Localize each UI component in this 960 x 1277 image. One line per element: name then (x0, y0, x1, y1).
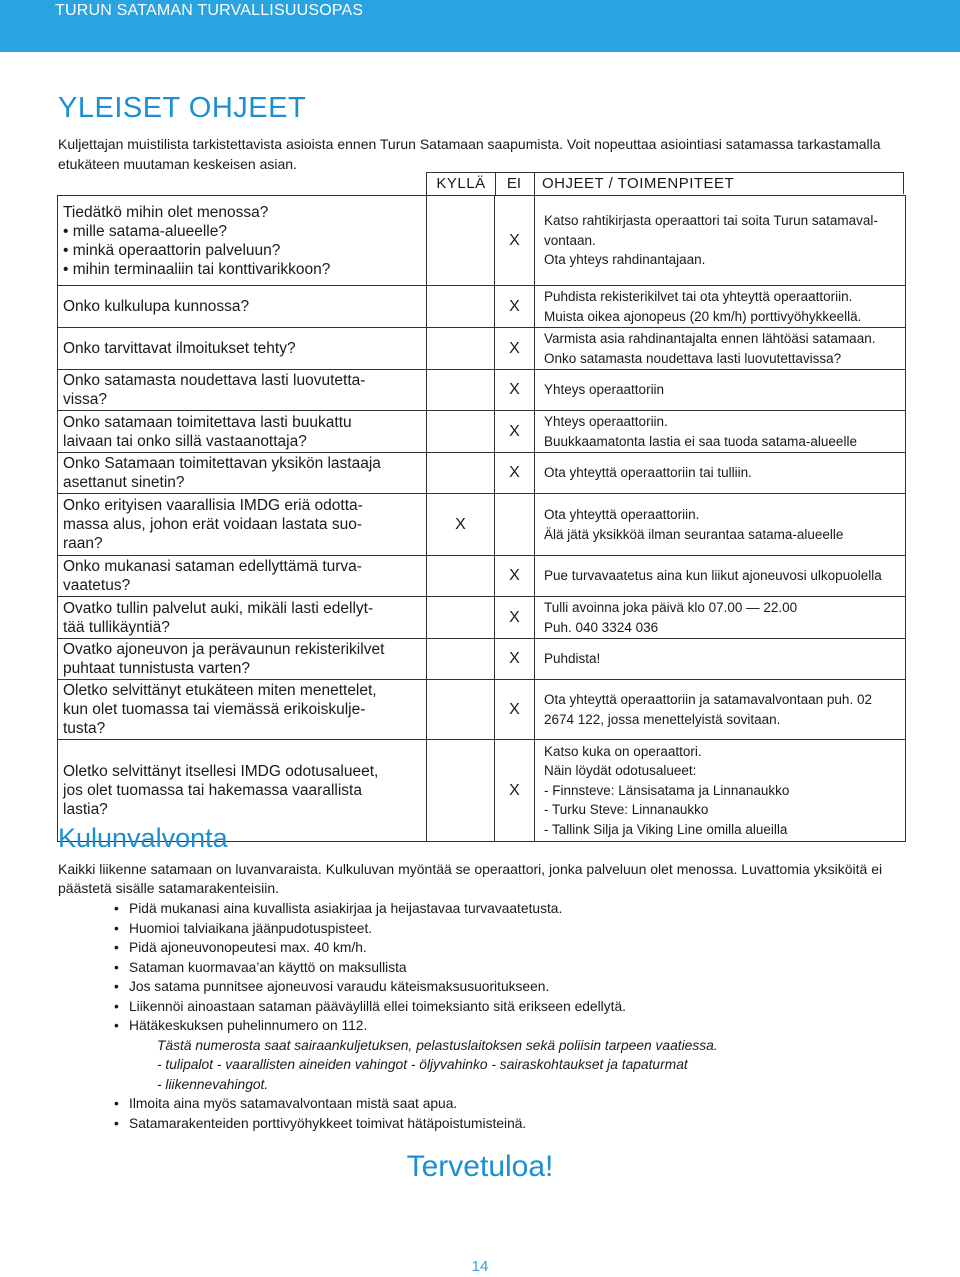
list-item: • Liikennöi ainoastaan sataman pääväylillä ellei toimeksianto sitä erikseen edellytä. (112, 997, 892, 1017)
no-mark (495, 494, 535, 556)
emergency-note-line: - tulipalot - vaarallisten aineiden vahingot - öljyvahinko - sairaskohtaukset ja tapaturmat (157, 1057, 688, 1072)
no-mark: X (495, 370, 535, 411)
question-line: • minkä operaattorin palveluun? (63, 241, 281, 259)
question-line: puhtaat tunnistusta varten? (63, 660, 250, 677)
traffic-rules (112, 899, 892, 1133)
action-line: - Tallink Silja ja Viking Line omilla alueilla (544, 821, 788, 837)
question-line: Onko kulkulupa kunnossa? (63, 298, 250, 315)
action-line: Pue turvavaatetus aina kun liikut ajoneuvosi ulkopuolella (544, 568, 882, 584)
no-mark: X (495, 328, 535, 370)
action-cell (535, 453, 906, 494)
action-line: Näin löydät odotusalueet: (544, 763, 697, 779)
action-line: Buukkaamatonta lastia ei saa tuoda satama-alueelle (544, 433, 857, 449)
list-item: • Ilmoita aina myös satamavalvontaan mistä saat apua. (112, 1094, 892, 1114)
question-line: kun olet tuomassa tai viemässä erikoiskulje- (63, 701, 366, 718)
no-mark: X (495, 411, 535, 453)
action-line: - Finnsteve: Länsisatama ja Linnanaukko (544, 782, 790, 798)
checklist (57, 172, 905, 842)
yes-mark (427, 597, 495, 639)
no-mark: X (495, 639, 535, 680)
action-line: Onko satamasta noudettava lasti luovutettavissa? (544, 350, 842, 366)
question-line: tusta? (63, 720, 106, 737)
action-cell (535, 286, 906, 328)
no-mark: X (495, 556, 535, 597)
checklist-table (57, 195, 906, 842)
table-row (58, 370, 906, 411)
question-line: lastia? (63, 801, 108, 818)
action-line: Puhdista! (544, 651, 601, 667)
action-cell (535, 597, 906, 639)
action-cell (535, 328, 906, 370)
question-cell (58, 411, 427, 453)
list-item: • Pidä ajoneuvonopeutesi max. 40 km/h. (112, 938, 892, 958)
col-yes-header: KYLLÄ (426, 172, 496, 195)
action-line: Varmista asia rahdinantajalta ennen lähtöäsi satamaan. (544, 331, 876, 346)
action-line: Tulli avoinna joka päivä klo 07.00 — 22.00 (544, 600, 798, 615)
yes-mark (427, 556, 495, 597)
action-cell (535, 370, 906, 411)
question-cell (58, 680, 427, 740)
action-line: Puh. 040 3324 036 (544, 619, 659, 635)
question-cell (58, 597, 427, 639)
table-row (58, 411, 906, 453)
yes-mark (427, 370, 495, 411)
question-cell (58, 556, 427, 597)
question-line: Onko mukanasi sataman edellyttämä turva- (63, 558, 362, 575)
action-line: Yhteys operaattoriin (544, 382, 665, 398)
table-row (58, 494, 906, 556)
question-line: Onko satamaan toimitettava lasti buukattu (63, 413, 352, 431)
action-line: Ota yhteyttä operaattoriin tai tulliin. (544, 465, 752, 481)
action-cell (535, 494, 906, 556)
list-item: • Sataman kuormavaa’an käyttö on maksullista (112, 958, 892, 978)
question-line: jos olet tuomassa tai hakemassa vaarallista (63, 782, 362, 799)
action-line: 2674 122, jossa menettelyistä sovitaan. (544, 711, 781, 727)
list-item: • Satamarakenteiden porttivyöhykkeet toimivat hätäpoistumisteinä. (112, 1114, 892, 1134)
action-line: Ota yhteys rahdinantajaan. (544, 252, 706, 268)
action-line: Katso kuka on operaattori. (544, 743, 702, 759)
question-line: laivaan tai onko sillä vastaanottaja? (63, 432, 307, 450)
traffic-title: Kulunvalvonta (58, 823, 228, 853)
page-number: 14 (471, 1258, 489, 1275)
table-row (58, 639, 906, 680)
table-row (58, 597, 906, 639)
no-mark: X (495, 196, 535, 286)
no-mark: X (495, 740, 535, 842)
action-line: Katso rahtikirjasta operaattori tai soita Turun satamaval- (544, 213, 878, 229)
question-line: vissa? (63, 391, 107, 408)
table-row (58, 453, 906, 494)
emergency-note-line: Tästä numerosta saat sairaankuljetuksen, pelastuslaitoksen sekä poliisin tarpeen vaatiessa. (157, 1037, 718, 1053)
yes-mark (427, 740, 495, 842)
question-line: Oletko selvittänyt itsellesi IMDG odotusalueet, (63, 763, 379, 780)
yes-mark: X (427, 494, 495, 556)
question-cell (58, 370, 427, 411)
action-line: Älä jätä yksikköä ilman seurantaa satama-alueelle (544, 526, 844, 542)
action-line: Puhdista rekisterikilvet tai ota yhteyttä operaattoriin. (544, 289, 853, 304)
no-mark: X (495, 680, 535, 740)
no-mark: X (495, 597, 535, 639)
question-cell (58, 286, 427, 328)
table-row (58, 196, 906, 286)
table-row (58, 286, 906, 328)
question-line: Ovatko ajoneuvon ja perävaunun rekisterikilvet (63, 641, 385, 658)
general-intro: Kuljettajan muistilista tarkistettavista asioista ennen Turun Satamaan saapumista. Voit nopeuttaa asiointiasi satamassa tarkastamalla etukäteen muutaman keskeisen asian. (58, 136, 881, 172)
action-cell (535, 639, 906, 680)
question-line: • mihin terminaaliin tai konttivarikkoon? (63, 260, 331, 278)
list-item: • Huomioi talviaikana jäänpudotuspisteet. (112, 919, 892, 939)
action-cell (535, 740, 906, 842)
action-line: vontaan. (544, 232, 596, 248)
no-mark: X (495, 286, 535, 328)
question-line: asettanut sinetin? (63, 474, 185, 491)
no-mark: X (495, 453, 535, 494)
question-cell (58, 639, 427, 680)
yes-mark (427, 639, 495, 680)
welcome-text: Tervetuloa! (406, 1150, 554, 1183)
question-line: Onko satamasta noudettava lasti luovutetta- (63, 372, 366, 389)
yes-mark (427, 286, 495, 328)
action-line: Muista oikea ajonopeus (20 km/h) porttivyöhykkeellä. (544, 308, 862, 324)
table-row (58, 556, 906, 597)
question-line: tää tullikäyntiä? (63, 618, 170, 636)
action-cell (535, 680, 906, 740)
action-line: Ota yhteyttä operaattoriin. (544, 507, 700, 522)
yes-mark (427, 196, 495, 286)
question-line: Oletko selvittänyt etukäteen miten menettelet, (63, 682, 377, 699)
general-title: YLEISET OHJEET (58, 92, 307, 124)
question-cell (58, 328, 427, 370)
list-item: • Hätäkeskuksen puhelinnumero on 112. (112, 1016, 892, 1036)
list-item: • Jos satama punnitsee ajoneuvosi varaudu käteismaksusuoritukseen. (112, 977, 892, 997)
action-line: - Turku Steve: Linnanaukko (544, 802, 709, 818)
checklist-header (57, 172, 905, 195)
table-row (58, 328, 906, 370)
action-line: Yhteys operaattoriin. (544, 414, 668, 429)
table-row (58, 680, 906, 740)
question-line: massa alus, johon erät voidaan lastata suo- (63, 516, 362, 533)
question-cell (58, 494, 427, 556)
yes-mark (427, 453, 495, 494)
col-actions-header: OHJEET / TOIMENPITEET (534, 172, 904, 194)
action-cell (535, 411, 906, 453)
question-line: Ovatko tullin palvelut auki, mikäli lasti edellyt- (63, 599, 374, 617)
question-line: raan? (63, 535, 103, 552)
header-bar (0, 0, 960, 52)
yes-mark (427, 680, 495, 740)
header-title: TURUN SATAMAN TURVALLISUUSOPAS (55, 2, 364, 19)
yes-mark (427, 411, 495, 453)
question-line: Onko tarvittavat ilmoitukset tehty? (63, 340, 296, 357)
action-line: Ota yhteyttä operaattoriin ja satamavalvontaan puh. 02 (544, 692, 872, 707)
col-no-header: EI (494, 172, 535, 195)
question-line: • mille satama-alueelle? (63, 222, 227, 240)
question-line: Onko Satamaan toimitettavan yksikön lastaaja (63, 455, 381, 472)
traffic-intro: Kaikki liikenne satamaan on luvanvaraista. Kulkuluvan myöntää se operaattori, jonka palveluun olet menossa. Luvattomia yksiköitä ei päästetä sisälle satamarakenteisiin. (58, 861, 883, 896)
list-item: • Pidä mukanasi aina kuvallista asiakirjaa ja heijastavaa turvavaatetusta. (112, 899, 892, 919)
question-cell (58, 453, 427, 494)
action-cell (535, 196, 906, 286)
question-line: Tiedätkö mihin olet menossa? (63, 203, 269, 221)
action-cell (535, 556, 906, 597)
question-line: vaatetus? (63, 577, 131, 594)
yes-mark (427, 328, 495, 370)
question-cell (58, 196, 427, 286)
emergency-note-line: - liikennevahingot. (157, 1076, 269, 1092)
question-line: Onko erityisen vaarallisia IMDG eriä odotta- (63, 497, 363, 514)
